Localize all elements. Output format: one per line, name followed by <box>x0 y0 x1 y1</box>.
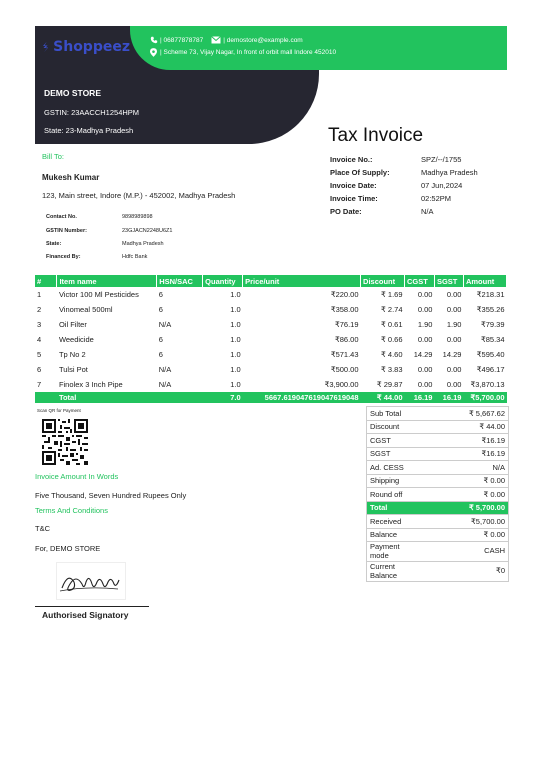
cell: ₹79.39 <box>480 320 505 329</box>
summary-row: Current Balance ₹0 <box>367 561 508 581</box>
summary-row: Shipping ₹ 0.00 <box>367 474 508 488</box>
place-of-supply-value: Madhya Pradesh <box>421 168 478 177</box>
table-row <box>35 317 507 332</box>
cell: N/A <box>158 380 172 389</box>
table-total-row <box>35 392 507 403</box>
cell: ₹85.34 <box>480 335 505 344</box>
field-value: 23GJACN2248U6Z1 <box>122 228 173 234</box>
invoice-time-label: Invoice Time: <box>330 194 378 203</box>
cell: Total <box>57 392 157 403</box>
cell: ₹ 1.69 <box>381 290 403 299</box>
address-row <box>150 48 336 57</box>
cell: 1.90 <box>446 320 462 329</box>
cell: 0.00 <box>446 305 462 314</box>
summary-row: Ad. CESS N/A <box>367 460 508 474</box>
cell: 14.29 <box>442 350 462 359</box>
cell: 1.0 <box>230 350 241 359</box>
cell: ₹ 29.87 <box>376 380 403 389</box>
cell: 0.00 <box>446 290 462 299</box>
email-icon <box>211 36 221 44</box>
logo-mark-icon <box>42 36 49 58</box>
col-header: Quantity <box>203 275 243 287</box>
field-value: 9898989898 <box>122 214 153 220</box>
phone-icon <box>150 36 158 44</box>
cell: 14.29 <box>413 350 433 359</box>
field-key: Contact No. <box>46 214 77 220</box>
amount-words: Five Thousand, Seven Hundred Rupees Only <box>35 491 187 500</box>
cell: Vinomeal 500ml <box>58 305 113 314</box>
summary-row: SGST ₹16.19 <box>367 447 508 461</box>
cell: 1.0 <box>230 290 241 299</box>
cell: 1.0 <box>230 365 241 374</box>
cell: 1.0 <box>230 305 241 314</box>
cell: N/A <box>158 320 172 329</box>
cell: ₹500.00 <box>330 365 359 374</box>
col-header: HSN/SAC <box>157 275 203 287</box>
summary-table <box>366 406 509 582</box>
store-name: DEMO STORE <box>44 88 101 98</box>
cell: 1.0 <box>230 335 241 344</box>
cell: 0.00 <box>417 305 433 314</box>
cell: 1 <box>37 290 42 299</box>
signature-icon <box>56 562 126 600</box>
phone-text: | 06877878787 <box>160 36 204 44</box>
customer-address: 123, Main street, Indore (M.P.) - 452002, Madhya Pradesh <box>42 191 236 200</box>
cell: 7 <box>37 380 42 389</box>
cell: ₹595.40 <box>476 350 505 359</box>
cell: 0.00 <box>417 365 433 374</box>
po-date-label: PO Date: <box>330 207 362 216</box>
cell: ₹86.00 <box>334 335 359 344</box>
col-header: Discount <box>361 275 405 287</box>
invoice-no-label: Invoice No.: <box>330 155 373 164</box>
summary-row: Discount ₹ 44.00 <box>367 420 508 434</box>
cell: 2 <box>37 305 42 314</box>
summary-row: Round off ₹ 0.00 <box>367 487 508 501</box>
cell: 6 <box>158 290 163 299</box>
cell: N/A <box>158 365 172 374</box>
col-header: Item name <box>57 275 157 287</box>
cell: ₹358.00 <box>330 305 359 314</box>
table-row <box>35 362 507 377</box>
cell: Finolex 3 Inch Pipe <box>58 380 123 389</box>
customer-name: Mukesh Kumar <box>42 173 100 182</box>
cell: ₹76.19 <box>334 320 359 329</box>
place-of-supply-label: Place Of Supply: <box>330 168 390 177</box>
cell: 5667.619047619047619048 <box>243 392 361 403</box>
cell: 16.19 <box>434 392 463 403</box>
store-state: State: 23-Madhya Pradesh <box>44 126 134 135</box>
col-header: Amount <box>463 275 506 287</box>
cell: ₹3,900.00 <box>324 380 359 389</box>
location-pin-icon <box>150 48 157 57</box>
contact-row <box>150 36 303 44</box>
cell: 0.00 <box>417 290 433 299</box>
cell: Oil Filter <box>58 320 87 329</box>
cell: 5 <box>37 350 42 359</box>
cell: Victor 100 Ml Pesticides <box>58 290 139 299</box>
table-row <box>35 377 507 392</box>
cell: 7.0 <box>203 392 243 403</box>
cell: 1.90 <box>417 320 433 329</box>
summary-row: Balance ₹ 0.00 <box>367 528 508 542</box>
summary-total-row: Total ₹ 5,700.00 <box>367 501 508 515</box>
invoice-title: Tax Invoice <box>328 125 424 146</box>
field-key: Financed By: <box>46 254 81 260</box>
table-row <box>35 287 507 302</box>
cell: ₹ 2.74 <box>381 305 403 314</box>
cell: ₹355.26 <box>476 305 505 314</box>
amount-words-label: Invoice Amount In Words <box>35 472 119 481</box>
cell: Weedicide <box>58 335 94 344</box>
invoice-date-label: Invoice Date: <box>330 181 377 190</box>
cell: 4 <box>37 335 42 344</box>
field-value: Hdfc Bank <box>122 254 148 260</box>
items-table <box>35 275 507 403</box>
cell: Tp No 2 <box>58 350 86 359</box>
cell: ₹496.17 <box>476 365 505 374</box>
cell: 0.00 <box>446 380 462 389</box>
table-row <box>35 302 507 317</box>
payment-qr-code <box>42 419 88 465</box>
po-date-value: N/A <box>421 207 434 216</box>
brand-logo <box>42 34 130 60</box>
cell: ₹220.00 <box>330 290 359 299</box>
cell: ₹ 0.66 <box>381 335 403 344</box>
cell: 3 <box>37 320 42 329</box>
authorised-signatory: Authorised Signatory <box>42 610 129 620</box>
summary-row: CGST ₹16.19 <box>367 433 508 447</box>
for-store-label: For, DEMO STORE <box>35 544 101 553</box>
invoice-no-value: SPZ/--/1755 <box>421 155 462 164</box>
invoice-details <box>330 155 510 217</box>
cell: ₹ 0.61 <box>381 320 403 329</box>
cell: ₹ 4.60 <box>381 350 403 359</box>
cell: ₹5,700.00 <box>463 392 506 403</box>
cell <box>35 392 57 403</box>
field-value: Madhya Pradesh <box>122 241 164 247</box>
store-gstin: GSTIN: 23AACCH1254HPM <box>44 108 140 117</box>
field-key: GSTIN Number: <box>46 228 87 234</box>
field-key: State: <box>46 241 62 247</box>
cell: ₹ 3.83 <box>381 365 403 374</box>
summary-row: Received ₹5,700.00 <box>367 514 508 528</box>
cell: 16.19 <box>405 392 435 403</box>
cell <box>157 392 203 403</box>
table-row <box>35 347 507 362</box>
cell: 6 <box>37 365 42 374</box>
cell: 0.00 <box>446 365 462 374</box>
signature-line <box>35 606 149 607</box>
terms-label: Terms And Conditions <box>35 506 108 515</box>
cell: Tulsi Pot <box>58 365 88 374</box>
cell: 6 <box>158 335 163 344</box>
col-header: # <box>35 275 57 287</box>
address-text: | Scheme 73, Vijay Nagar, In front of orbit mall Indore 452010 <box>160 49 337 56</box>
table-header-row <box>35 275 507 287</box>
cell: 1.0 <box>230 380 241 389</box>
cell: 6 <box>158 305 163 314</box>
cell: 0.00 <box>446 335 462 344</box>
cell: 0.00 <box>417 335 433 344</box>
cell: ₹ 44.00 <box>361 392 405 403</box>
cell: 6 <box>158 350 163 359</box>
scan-qr-label: Scan QR for Payment <box>37 408 81 413</box>
logo-text: Shoppeez <box>53 39 130 55</box>
signature-image <box>56 562 126 605</box>
cell: ₹571.43 <box>330 350 359 359</box>
terms-text: T&C <box>35 524 50 533</box>
qr-code-icon <box>42 419 88 465</box>
email-text: | demostore@example.com <box>223 36 303 44</box>
col-header: Price/unit <box>243 275 361 287</box>
invoice-date-value: 07 Jun,2024 <box>421 181 463 190</box>
invoice-time-value: 02:52PM <box>421 194 452 203</box>
cell: ₹218.31 <box>476 290 505 299</box>
cell: ₹3,870.13 <box>470 380 505 389</box>
col-header: CGST <box>405 275 435 287</box>
cell: 0.00 <box>417 380 433 389</box>
cell: 1.0 <box>230 320 241 329</box>
bill-to-label: Bill To: <box>42 152 64 161</box>
table-row <box>35 332 507 347</box>
summary-row: Sub Total ₹ 5,667.62 <box>367 406 508 420</box>
summary-row: Payment mode CASH <box>367 541 508 561</box>
col-header: SGST <box>434 275 463 287</box>
